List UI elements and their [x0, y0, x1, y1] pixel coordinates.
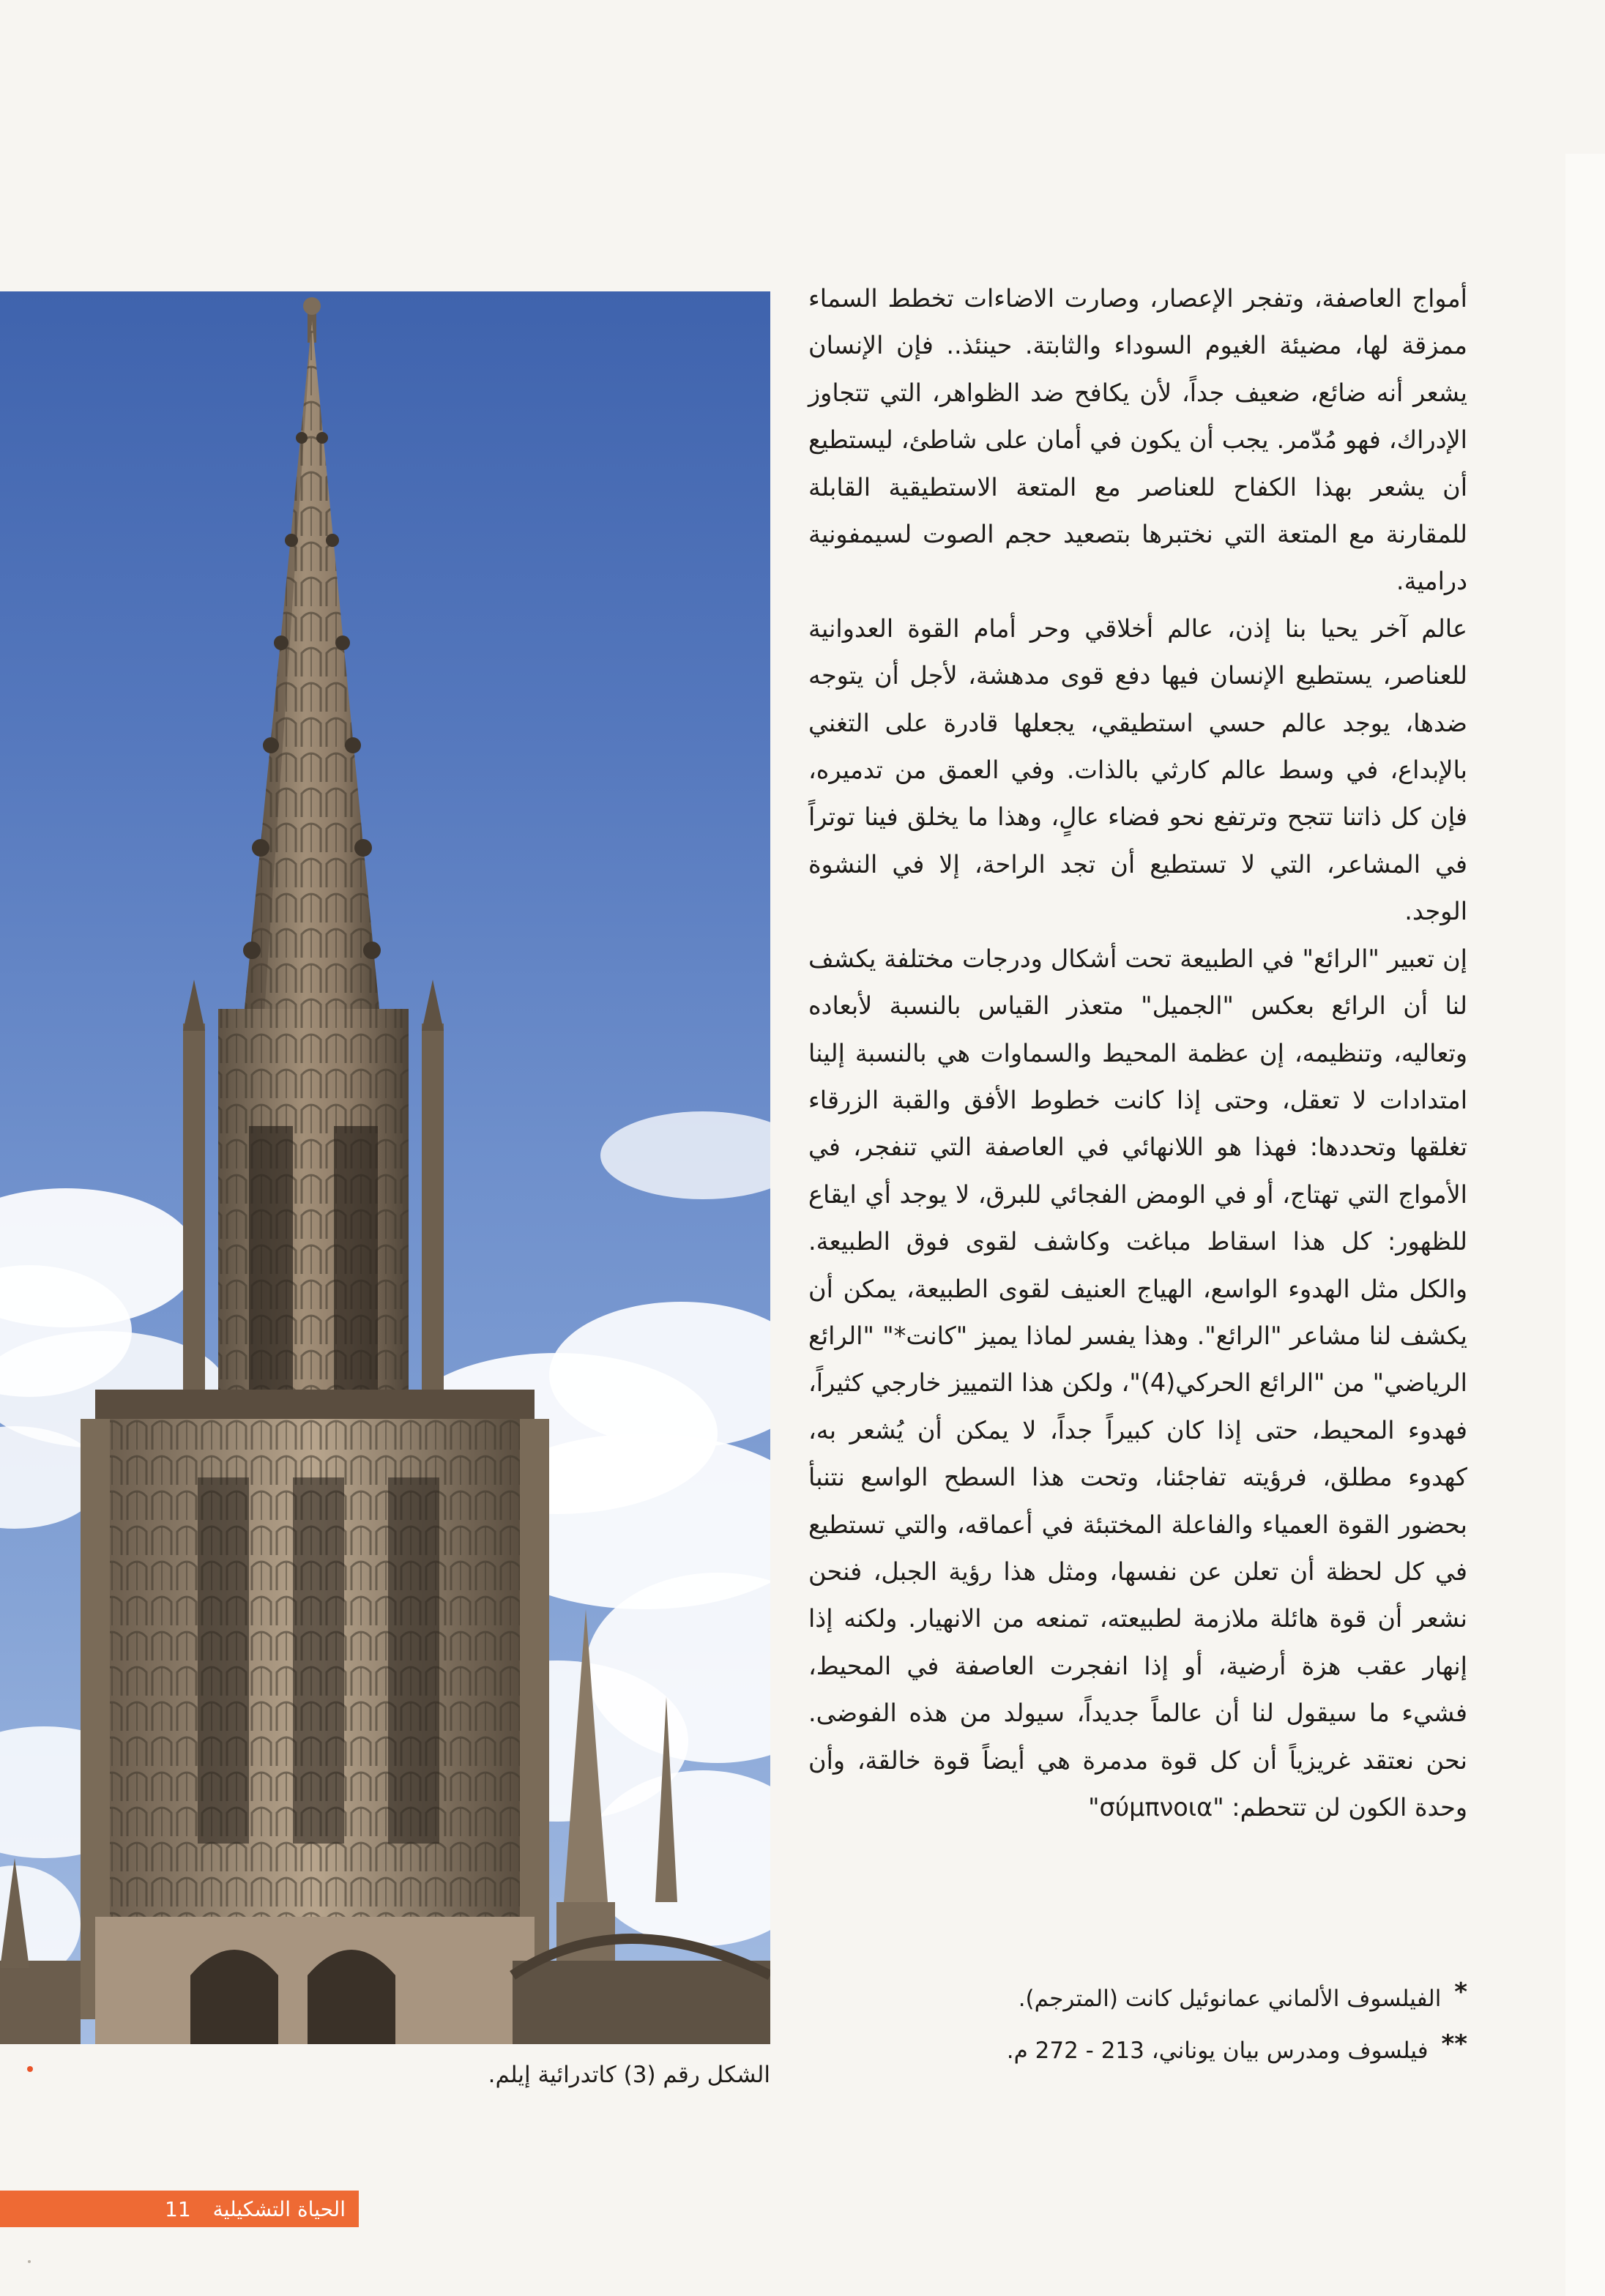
article-paragraph-3: إن تعبير "الرائع" في الطبيعة تحت أشكال ودرجات مختلفة يكشف لنا أن الرائع بعكس "الجميل" متعذر القياس بالنسبة لأبعاده وتعاليه، وتنظيمه، إن عظمة المحيط والسماوات هي بالنسبة إلينا امتدادات لا تعقل، وحتى إذا كانت خطوط الأفق والقبة الزرقاء تغلقها وتحددها: فهذا هو اللانهائي في العاصفة التي تنفجر، في الأمواج التي تهتاج، أو في الومض الفجائي للبرق، لا يوجد أي ايقاع للظهور: كل هذا اسقاط مباغت وكاشف لقوى فوق الطبيعة. والكل مثل الهدوء الواسع، الهياج العنيف لقوى الطبيعة، يمكن أن يكشف لنا مشاعر "الرائع". وهذا يفسر لماذا يميز "كانت*" "الرائع الرياضي" من "الرائع الحركي(4)"، ولكن هذا التمييز خارجي كثيراً، فهدوء المحيط، حتى إذا كان كبيراً جداً، لا يمكن أن يُشعر به، كهدوء مطلق، فرؤيته تفاجئنا، وتحت هذا السطح الواسع نتنبأ بحضور القوة العمياء والفاعلة المختبئة في أعماقه، والتي تستطيع في كل لحظة أن تعلن عن نفسها، ومثل هذا رؤية الجبل، فنحن نشعر أن قوة هائلة ملازمة لطبيعته، تمنعه من الانهيار. ولكنه إذا إنهار عقب هزة أرضية، أو إذا انفجرت العاصفة في المحيط، فشيء ما سيقول لنا أن عالماً جديداً، سيولد من هذه الفوضى. نحن نعتقد غريزياً أن كل قوة مدمرة هي أيضاً قوة خالقة، وأن وحدة الكون لن تتحطم: "σύμπνοια"	[808, 944, 1467, 1822]
caption-marker-dot	[27, 2066, 33, 2072]
cathedral-tower	[81, 297, 549, 2044]
footnote-2	[864, 2021, 1467, 2073]
page-number: 11	[165, 2196, 191, 2221]
footnote-mark: *	[1454, 1978, 1467, 2007]
article-paragraph-2: عالم آخر يحيا بنا إذن، عالم أخلاقي وحر أمام القوة العدوانية للعناصر، يستطيع الإنسان فيها دفع قوى مدهشة، لأجل أن يتوجه ضدها، يوجد عالم حسي استطيقي، يجعلها قادرة على التغني بالإبداع، في وسط عالم كارثي بالذات. وفي العمق من تدميره، فإن كل ذاتنا تتجح وترتفع نحو فضاء عالٍ، وهذا ما يخلق فينا توتراً في المشاعر، التي لا تستطيع أن تجد الراحة، إلا في النشوة الوجد.	[808, 614, 1467, 926]
magazine-name: الحياة التشكيلية	[212, 2196, 346, 2221]
footnote-text: الفيلسوف الألماني عمانوئيل كانت (المترجم).	[1018, 1986, 1442, 2012]
footnote-text: فيلسوف ومدرس بيان يوناني، 213 - 272 م.	[1006, 2038, 1429, 2064]
cathedral-photo	[0, 291, 770, 2044]
footnotes	[864, 1969, 1467, 2073]
figure-caption: الشكل رقم (3) كاتدرائية إيلم.	[488, 2062, 770, 2088]
page-edge-strip	[1565, 154, 1605, 2296]
article-body	[808, 275, 1467, 1831]
article-paragraph-1: أمواج العاصفة، وتفجر الإعصار، وصارت الاضاءات تخطط السماء ممزقة لها، مضيئة الغيوم السوداء والثابتة. حينئذ.. فإن الإنسان يشعر أنه ضائع، ضعيف جداً، لأن يكافح ضد الظواهر، التي تتجاوز الإدراك، فهو مُدّمر. يجب أن يكون في أمان على شاطئ، ليستطيع أن يشعر بهذا الكفاح للعناصر مع المتعة الاستطيقية القابلة للمقارنة مع المتعة التي نختبرها بتصعيد حجم الصوت لسيمفونية درامية.	[808, 284, 1467, 596]
footnote-mark: **	[1441, 2029, 1467, 2059]
cathedral-illustration	[0, 291, 770, 2044]
print-speck	[28, 2260, 31, 2263]
page-footer	[0, 2191, 359, 2227]
footnote-1	[864, 1969, 1467, 2021]
